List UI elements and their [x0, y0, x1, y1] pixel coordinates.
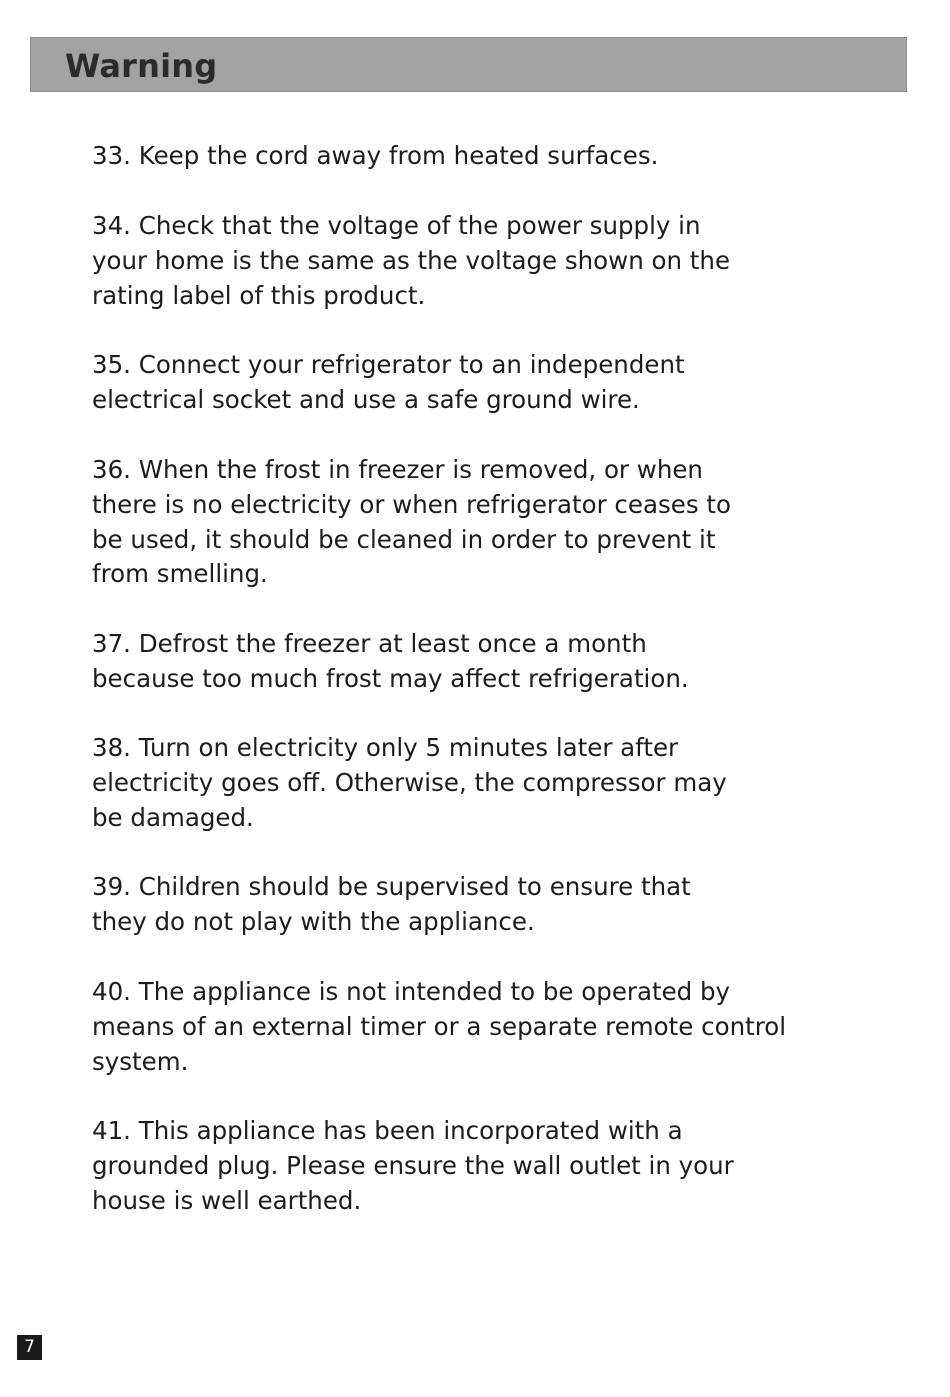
warning-item-41: 41. This appliance has been incorporated with a grounded plug. Please ensure the wall outlet in your house is well earthed.	[92, 1116, 734, 1215]
warning-item-37: 37. Defrost the freezer at least once a month because too much frost may affect refrigeration.	[92, 629, 689, 693]
warning-item-36: 36. When the frost in freezer is removed, or when there is no electricity or when refrigerator ceases to be used, it should be cleaned in order to prevent it from smelling.	[92, 455, 731, 589]
section-title: Warning	[65, 47, 218, 85]
warning-item-33: 33. Keep the cord away from heated surfaces.	[92, 141, 659, 170]
warning-item-35: 35. Connect your refrigerator to an independent electrical socket and use a safe ground wire.	[92, 350, 685, 414]
warning-item-38: 38. Turn on electricity only 5 minutes later after electricity goes off. Otherwise, the compressor may be damaged.	[92, 733, 727, 832]
section-header	[30, 37, 907, 92]
warning-item-40: 40. The appliance is not intended to be operated by means of an external timer or a separate remote control system.	[92, 977, 787, 1076]
page-number: 7	[17, 1335, 42, 1360]
warning-item-34: 34. Check that the voltage of the power supply in your home is the same as the voltage shown on the rating label of this product.	[92, 211, 731, 310]
warning-item-39: 39. Children should be supervised to ensure that they do not play with the appliance.	[92, 872, 691, 936]
